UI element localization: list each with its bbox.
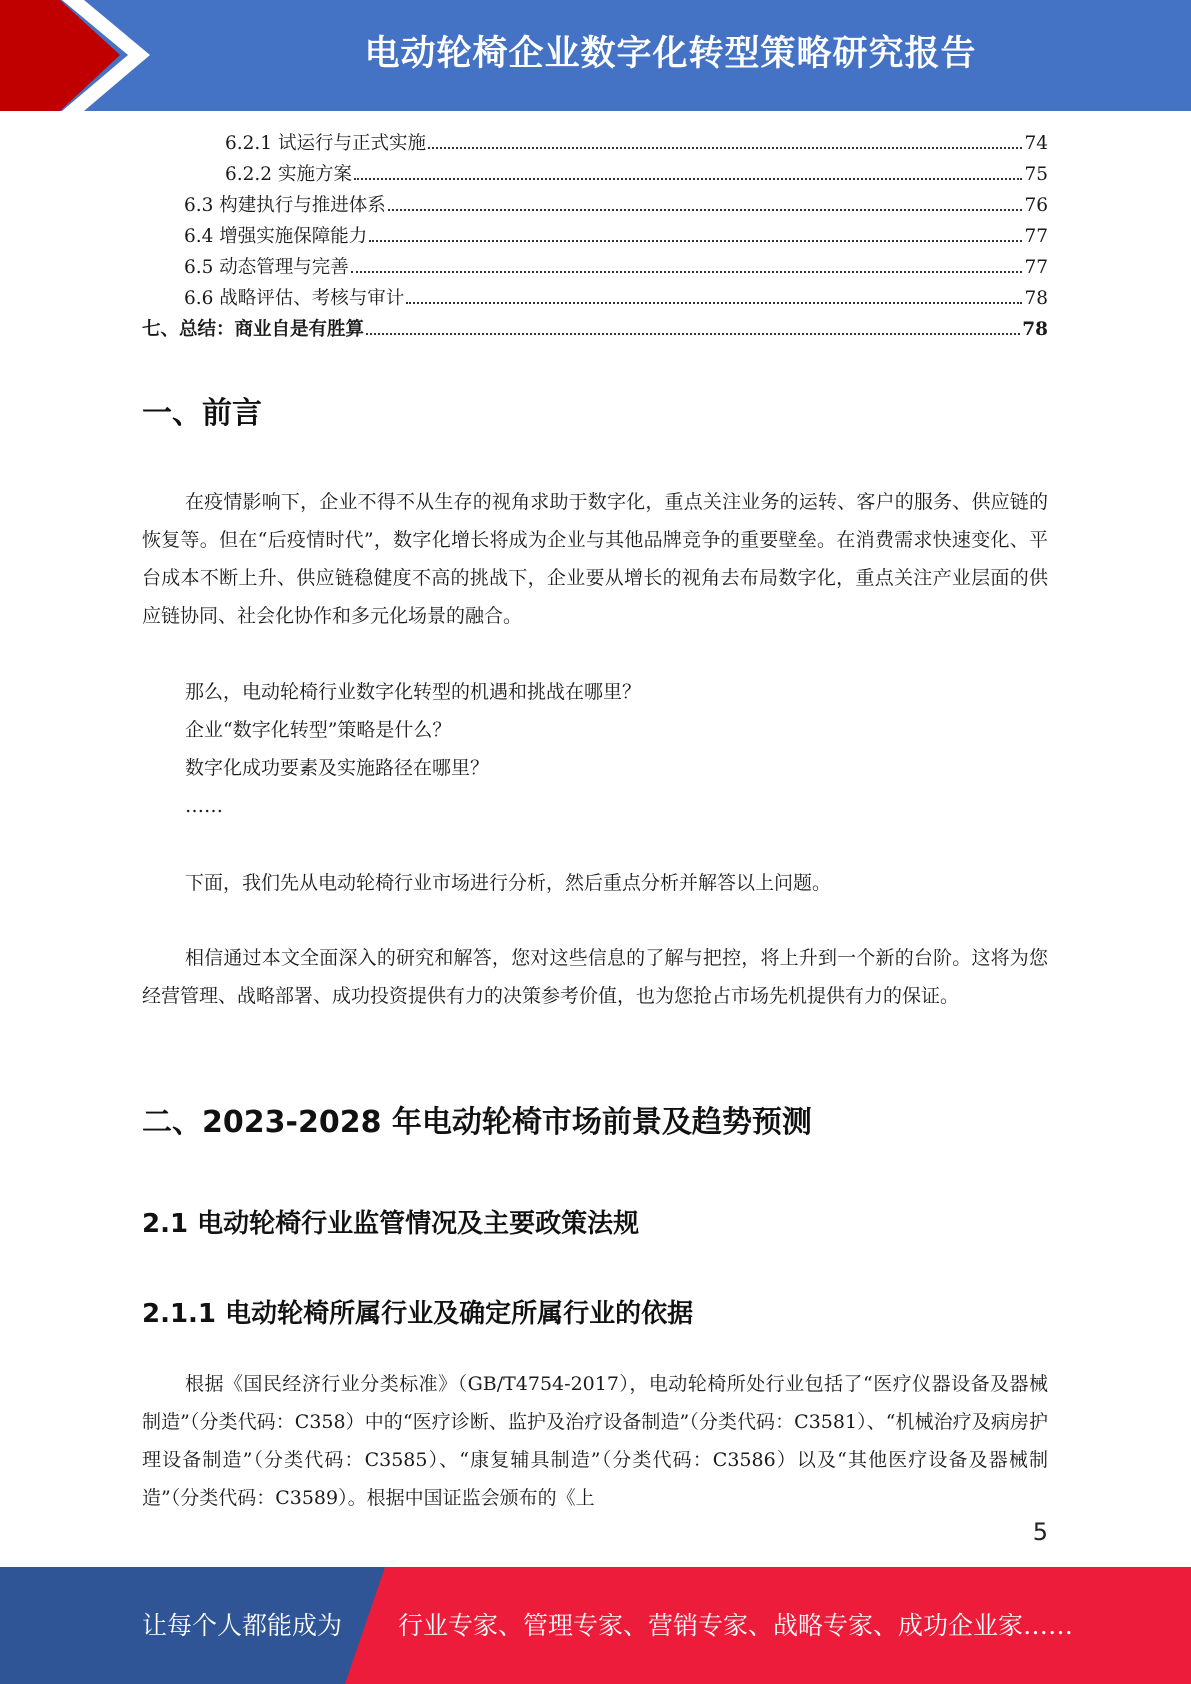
toc-entry[interactable] (142, 159, 1048, 190)
toc-entry-page: 76 (1024, 195, 1048, 216)
toc-entry[interactable] (142, 283, 1048, 314)
section-1-paragraph-1: 在疫情影响下，企业不得不从生存的视角求助于数字化，重点关注业务的运转、客户的服务、供应链的恢复等。但在“后疫情时代”，数字化增长将成为企业与其他品牌竞争的重要壁垒。在消费需求快速变化、平台成本不断上升、供应链稳健度不高的挑战下，企业要从增长的视角去布局数字化，重点关注产业层面的供应链协同、社会化协作和多元化场景的融合。 (142, 491, 1048, 627)
toc-dot-leader (406, 301, 1022, 304)
table-of-contents (142, 128, 1048, 345)
footer-slogan-right: 行业专家、管理专家、营销专家、战略专家、成功企业家…… (398, 1611, 1074, 1640)
toc-entry-label: 七、总结：商业自是有胜算 (142, 319, 365, 340)
toc-entry-page: 77 (1024, 226, 1048, 247)
toc-entry-label: 6.2.2 实施方案 (225, 164, 352, 185)
toc-dot-leader (351, 270, 1023, 273)
toc-entry[interactable] (142, 221, 1048, 252)
toc-dot-leader (366, 332, 1020, 335)
report-title: 电动轮椅企业数字化转型策略研究报告 (364, 34, 977, 74)
toc-entry-label: 6.5 动态管理与完善 (184, 257, 349, 278)
page-header (0, 0, 1191, 111)
section-2-1-1-paragraph: 根据《国民经济行业分类标准》（GB/T4754-2017），电动轮椅所处行业包括了“医疗仪器设备及器械制造”（分类代码：C358）中的“医疗诊断、监护及治疗设备制造”（分类代码：C3581）、“机械治疗及病房护理设备制造”（分类代码：C3585）、“康复辅具制造”（分类代码：C3586）以及“其他医疗设备及器械制造”（分类代码：C3589）。根据中国证监会颁布的《上 (142, 1373, 1048, 1509)
question-line-3: 数字化成功要素及实施路径在哪里？ (185, 757, 490, 779)
page-footer (0, 1567, 1191, 1684)
toc-entry[interactable] (142, 190, 1048, 221)
section-2-1-heading: 2.1 电动轮椅行业监管情况及主要政策法规 (142, 1209, 640, 1239)
toc-entry-page: 78 (1022, 319, 1048, 340)
toc-dot-leader (354, 177, 1023, 180)
footer-slogan-left: 让每个人都能成为 (142, 1611, 343, 1640)
toc-entry-label: 6.6 战略评估、考核与审计 (184, 288, 405, 309)
toc-dot-leader (428, 146, 1022, 149)
section-1-heading: 一、前言 (142, 396, 262, 431)
toc-entry-label: 6.4 增强实施保障能力 (184, 226, 368, 247)
page-number: 5 (1032, 1518, 1048, 1546)
section-1-paragraph-2: 下面，我们先从电动轮椅行业市场进行分析，然后重点分析并解答以上问题。 (185, 872, 832, 894)
section-2-1-1-heading: 2.1.1 电动轮椅所属行业及确定所属行业的依据 (142, 1299, 694, 1329)
question-line-1: 那么，电动轮椅行业数字化转型的机遇和挑战在哪里？ (185, 681, 642, 703)
toc-entry-label: 6.3 构建执行与推进体系 (184, 195, 386, 216)
toc-entry[interactable] (142, 314, 1048, 345)
toc-entry-page: 75 (1024, 164, 1048, 185)
toc-entry[interactable] (142, 128, 1048, 159)
toc-dot-leader (369, 239, 1022, 242)
section-1-paragraph-3: 相信通过本文全面深入的研究和解答，您对这些信息的了解与把控，将上升到一个新的台阶。这将为您经营管理、战略部署、成功投资提供有力的决策参考价值，也为您抢占市场先机提供有力的保证。 (142, 947, 1048, 1007)
question-ellipsis: …… (185, 795, 223, 817)
toc-entry-label: 6.2.1 试运行与正式实施 (225, 133, 426, 154)
toc-entry[interactable] (142, 252, 1048, 283)
toc-dot-leader (388, 208, 1023, 211)
toc-entry-page: 74 (1024, 133, 1048, 154)
question-line-2: 企业“数字化转型”策略是什么？ (185, 719, 452, 741)
toc-entry-page: 77 (1024, 257, 1048, 278)
toc-entry-page: 78 (1024, 288, 1048, 309)
section-2-heading: 二、2023-2028 年电动轮椅市场前景及趋势预测 (142, 1105, 812, 1140)
